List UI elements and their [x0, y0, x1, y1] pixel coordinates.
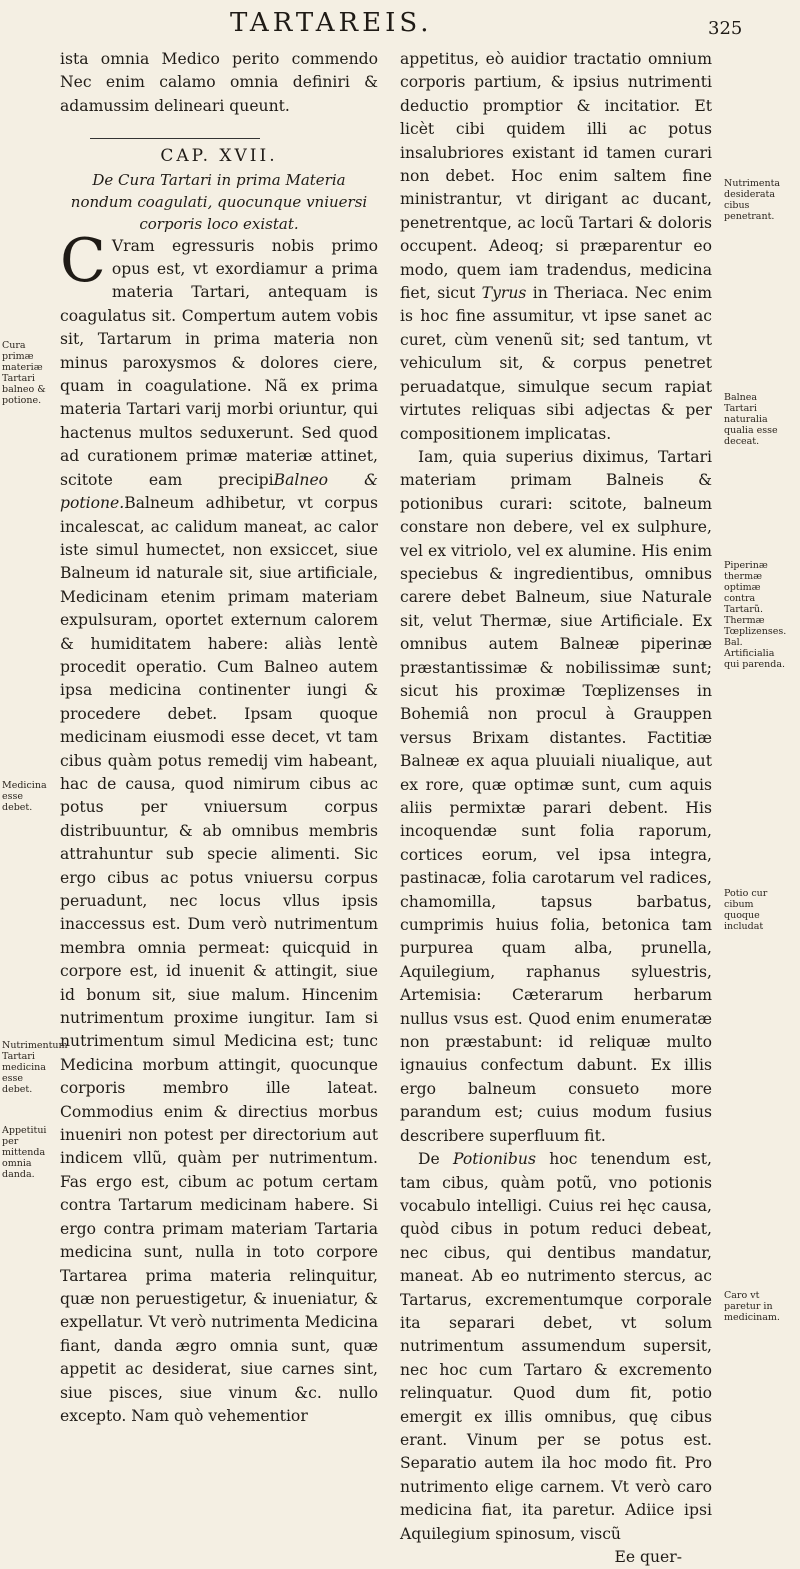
- margin-note-left-3: Nutrimentum Tartari medicina esse debet.: [2, 1040, 68, 1095]
- chapter-heading: CAP. XVII.: [160, 146, 278, 167]
- running-head: [0, 8, 800, 44]
- catchword: Ee quer-: [614, 1548, 682, 1566]
- margin-note-right-1: Nutrimenta desiderata cibus penetrant.: [724, 178, 781, 222]
- drop-cap: C: [60, 225, 106, 296]
- margin-note-right-5: Caro vt paretur in medicinam.: [724, 1290, 780, 1323]
- margin-note-right-3: Piperinæ thermæ optimæ contra Tartarũ. Thermæ Tœplizenses. Bal. Artificialia qui parenda.: [724, 560, 787, 670]
- margin-note-left-2: Medicina esse debet.: [2, 780, 47, 813]
- left-paragraph-2b-text: Balneum adhibetur, vt corpus incalescat, ac calidum maneat, ac calor iste simul humectet, non exsiccet, siue Balneum id naturale sit, siue artificiale, Medicinam etenim primam materiam expulsuram, oportet externum calorem & humiditatem habere: aliàs lentè procedit operatio. Cum Balneo autem ipsa medicina continenter iungi & procedere debet. Ipsam quoque medicinam eiusmodi esse decet, vt tam cibus quàm potus remedij vim habeant, hac de causa, quod nimirum cibus ac potus per vniuersum corpus distribuuntur, & ab omnibus membris attrahuntur sub specie alimenti. Sic ergo cibus ac potus vniuersu corpus peruadunt, nec locus vllus ipsis inaccessus est. Dum verò nutrimentum membra omnia permeat: quicquid in corpore est, id inuenit & attingit, siue id bonum sit, siue malum. Hincenim nutrimentum proxime iungitur. Iam si nutrimentum simul Medicina est; tunc Medicina morbum attingit, quocunque corporis membro ille lateat. Commodius enim & directius morbus inueniri non potest per directorium aut indicem vllũ, quàm per nutrimentum. Fas ergo est, cibum ac potum certam contra Tartarum medicinam habere. Si ergo contra primam materiam Tartaria medicina sunt, nulla in toto corpore Tartarea prima materia relinquitur, quæ non peruestigetur, & inueniatur, & expellatur. Vt verò nutrimenta Medicina fiant, danda ægro omnia sunt, quæ appetit ac desiderat, siue carnes sint, siue pisces, siue vinum &c. nullo excepto. Nam quò vehementior: [60, 494, 378, 1425]
- left-paragraph-2: [60, 225, 378, 1429]
- right-paragraph-2: Iam, quia superius diximus, Tartari materiam primam Balneis & potionibus curari: scitote, balneum constare non debere, vel ex sulphure, vel ex vitriolo, vel ex alumine. His enim speciebus & ingredientibus, omnibus carere debet Balneum, siue Naturale sit, velut Thermæ, siue Artificiale. Ex omnibus autem Balneæ piperinæ præstantissimæ & nobilissimæ sunt; sicut his proximæ Tœplizenses in Bohemiâ non procul à Grauppen versus Brixam distantes. Factitiæ Balneæ ex aqua pluuiali niualique, aut ex rore, quæ optimæ sunt, cum aquis aliis permixtæ parari debent. His incoquendæ sunt folia raporum, cortices eorum, vel ipsa integra, pastinacæ, folia carotarum vel radices, chamomilla, tapsus barbatus, cumprimis huius folia, betonica tam purpurea quam alba, prunella, Aquilegium, raphanus syluestris, Artemisia: Cæterarum herbarum nullus vsus est. Quod enim enumeratæ non præstabunt: id reliquæ multo ignauius confectum dabunt. Ex illis ergo balneum consueto more parandum est; cuius modum fusius describere superfluum fit.: [400, 447, 712, 1145]
- right-paragraph-3: [400, 1148, 712, 1546]
- right-column: [400, 48, 712, 1569]
- chapter-title: De Cura Tartari in prima Materia nondum coagulati, quocunque vniuersi corporis loco existat.: [70, 170, 368, 233]
- left-italic-phrase: Balneo & potione.: [60, 470, 378, 513]
- left-paragraph-1: ista omnia Medico perito commendo Nec enim calamo omnia definiri & adamussim delineari queunt.: [60, 50, 378, 115]
- margin-note-right-4: Potio cur cibum quoque includat: [724, 888, 768, 932]
- right-paragraph-1b-text: in Theriaca. Nec enim is hoc fine assumitur, vt ipse sanet ac curet, cùm venenũ sit; sed tantum, vt vehiculum sit, & corpus penetret peruadatque, simulque secum rapiat virtutes reliquas sibi adjectas & per compositionem implicatas.: [400, 284, 713, 443]
- right-paragraph-1-text: appetitus, eò auidior tractatio omnium corporis partium, & ipsius nutrimenti deductio promptior & incitatior. Et licèt cibi quidem illi ac potus insalubriores existant id tamen curari non debet. Hoc enim saltem fine ministrantur, vt dirigant ac ducant, penetrentque, ac locũ Tartari & doloris occupent. Adeoq; si præparentur eo modo, quem iam tradendus, medicina fiet, sicut: [400, 50, 712, 303]
- right-italic-potionibus: Potionibus: [453, 1150, 536, 1169]
- page-number: 325: [708, 18, 743, 39]
- left-column: [60, 48, 378, 1428]
- chapter-rule: [90, 138, 260, 139]
- left-paragraph-2-text: Vram egressuris nobis primo opus est, vt exordiamur a prima materia Tartari, antequam is coagulatus sit. Compertum autem vobis sit, Tartarum in prima materia non minus paroxysmos & dolores ciere, quam in coagulatione. Nã ex prima materia Tartari varij morbi oriuntur, qui hactenus multos seduxerunt. Sed quod ad curationem primæ materiæ attinet, scitote eam precipi: [60, 236, 378, 489]
- right-paragraph-3-lead: De: [418, 1150, 440, 1169]
- right-paragraph-3-text: hoc tenendum est, tam cibus, quàm potũ, vno potionis vocabulo intelligi. Cuius rei hęc causa, quòd cibus in potum reduci debeat, nec cibus, qui dentibus mandatur, maneat. Ab eo nutrimento stercus, ac Tartarus, excrementumque corporale ita separari debet, vt solum nutrimentum assumendum supersit, nec hoc cum Tartaro & excremento relinquatur. Quod dum fit, potio emergit ex illis omnibus, quę cibus erant. Vinum per se potus est. Separatio autem ila hoc modo fit. Pro nutrimento elige carnem. Vt verò caro medicina fiat, ita paretur. Adiice ipsi Aquilegium spinosum, viscũ: [400, 1150, 712, 1543]
- margin-note-right-2: Balnea Tartari naturalia qualia esse deceat.: [724, 392, 778, 447]
- margin-note-left-1: Cura primæ materiæ Tartari balneo & potione.: [2, 340, 46, 406]
- right-italic-tyrus: Tyrus: [481, 284, 527, 303]
- right-paragraph-1: [400, 48, 712, 446]
- margin-note-left-4: Appetitui per mittenda omnia danda.: [2, 1125, 47, 1180]
- running-title: TARTAREIS.: [230, 8, 433, 38]
